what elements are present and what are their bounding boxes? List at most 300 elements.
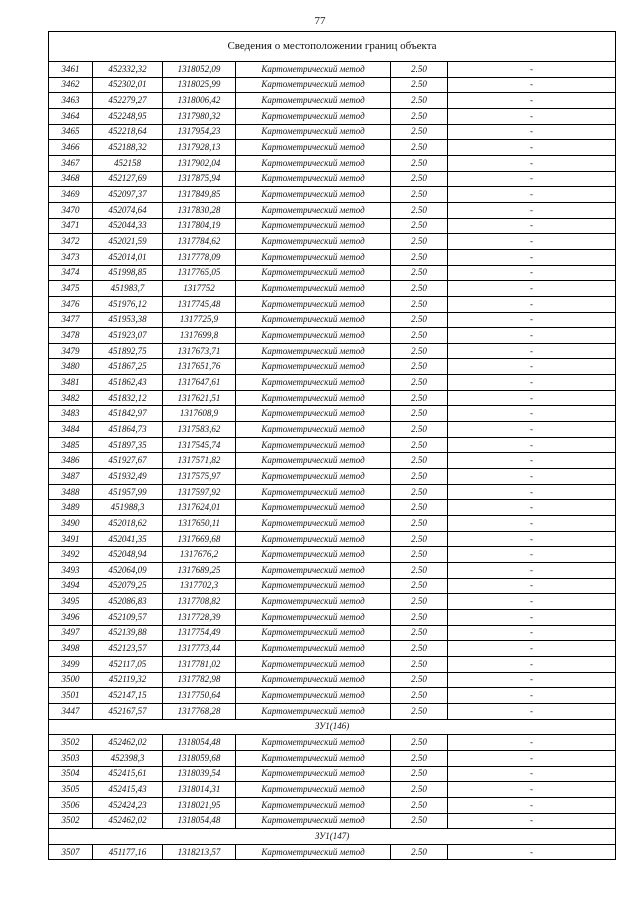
table-row <box>49 108 616 124</box>
accuracy-cell: 2.50 <box>391 750 448 766</box>
accuracy-cell: 2.50 <box>391 797 448 813</box>
table-row <box>49 531 616 547</box>
table-row <box>49 563 616 579</box>
point-number-cell: 3493 <box>49 563 93 579</box>
x-coordinate-cell: 452167,57 <box>93 703 163 719</box>
accuracy-cell: 2.50 <box>391 484 448 500</box>
table-row <box>49 547 616 563</box>
accuracy-cell: 2.50 <box>391 500 448 516</box>
section-label-row <box>49 829 616 845</box>
table-row <box>49 249 616 265</box>
y-coordinate-cell: 1318054,48 <box>163 735 236 751</box>
y-coordinate-cell: 1317768,28 <box>163 703 236 719</box>
description-cell: - <box>448 437 616 453</box>
accuracy-cell: 2.50 <box>391 187 448 203</box>
method-cell: Картометрический метод <box>236 406 391 422</box>
table-title: Сведения о местоположении границ объекта <box>49 32 616 62</box>
point-number-cell: 3474 <box>49 265 93 281</box>
method-cell: Картометрический метод <box>236 328 391 344</box>
accuracy-cell: 2.50 <box>391 578 448 594</box>
table-header-row <box>49 32 616 62</box>
table-row <box>49 735 616 751</box>
y-coordinate-cell: 1317781,02 <box>163 656 236 672</box>
method-cell: Картометрический метод <box>236 93 391 109</box>
table-row <box>49 578 616 594</box>
accuracy-cell: 2.50 <box>391 735 448 751</box>
y-coordinate-cell: 1318054,48 <box>163 813 236 829</box>
table-row <box>49 93 616 109</box>
method-cell: Картометрический метод <box>236 390 391 406</box>
method-cell: Картометрический метод <box>236 656 391 672</box>
accuracy-cell: 2.50 <box>391 782 448 798</box>
method-cell: Картометрический метод <box>236 782 391 798</box>
point-number-cell: 3465 <box>49 124 93 140</box>
point-number-cell: 3497 <box>49 625 93 641</box>
description-cell: - <box>448 108 616 124</box>
description-cell: - <box>448 359 616 375</box>
table-row <box>49 62 616 78</box>
method-cell: Картометрический метод <box>236 813 391 829</box>
description-cell: - <box>448 328 616 344</box>
point-number-cell: 3473 <box>49 249 93 265</box>
accuracy-cell: 2.50 <box>391 281 448 297</box>
method-cell: Картометрический метод <box>236 296 391 312</box>
description-cell: - <box>448 124 616 140</box>
description-cell: - <box>448 484 616 500</box>
method-cell: Картометрический метод <box>236 124 391 140</box>
description-cell: - <box>448 202 616 218</box>
description-cell: - <box>448 218 616 234</box>
accuracy-cell: 2.50 <box>391 296 448 312</box>
accuracy-cell: 2.50 <box>391 547 448 563</box>
description-cell: - <box>448 844 616 860</box>
y-coordinate-cell: 1317752 <box>163 281 236 297</box>
table-row <box>49 782 616 798</box>
description-cell: - <box>448 281 616 297</box>
description-cell: - <box>448 406 616 422</box>
accuracy-cell: 2.50 <box>391 422 448 438</box>
x-coordinate-cell: 452332,32 <box>93 62 163 78</box>
accuracy-cell: 2.50 <box>391 844 448 860</box>
accuracy-cell: 2.50 <box>391 703 448 719</box>
accuracy-cell: 2.50 <box>391 218 448 234</box>
y-coordinate-cell: 1317571,82 <box>163 453 236 469</box>
x-coordinate-cell: 452097,37 <box>93 187 163 203</box>
description-cell: - <box>448 641 616 657</box>
point-number-cell: 3467 <box>49 155 93 171</box>
x-coordinate-cell: 452302,01 <box>93 77 163 93</box>
description-cell: - <box>448 62 616 78</box>
x-coordinate-cell: 451842,97 <box>93 406 163 422</box>
description-cell: - <box>448 750 616 766</box>
method-cell: Картометрический метод <box>236 281 391 297</box>
description-cell: - <box>448 766 616 782</box>
y-coordinate-cell: 1317830,28 <box>163 202 236 218</box>
table-row <box>49 672 616 688</box>
x-coordinate-cell: 452021,59 <box>93 234 163 250</box>
description-cell: - <box>448 265 616 281</box>
description-cell: - <box>448 93 616 109</box>
point-number-cell: 3480 <box>49 359 93 375</box>
point-number-cell: 3478 <box>49 328 93 344</box>
y-coordinate-cell: 1318059,68 <box>163 750 236 766</box>
x-coordinate-cell: 452109,57 <box>93 609 163 625</box>
point-number-cell: 3500 <box>49 672 93 688</box>
description-cell: - <box>448 171 616 187</box>
point-number-cell: 3470 <box>49 202 93 218</box>
point-number-cell: 3505 <box>49 782 93 798</box>
point-number-cell: 3489 <box>49 500 93 516</box>
table-row <box>49 77 616 93</box>
point-number-cell: 3481 <box>49 375 93 391</box>
x-coordinate-cell: 451953,38 <box>93 312 163 328</box>
x-coordinate-cell: 452147,15 <box>93 688 163 704</box>
accuracy-cell: 2.50 <box>391 531 448 547</box>
x-coordinate-cell: 452044,33 <box>93 218 163 234</box>
method-cell: Картометрический метод <box>236 359 391 375</box>
method-cell: Картометрический метод <box>236 375 391 391</box>
y-coordinate-cell: 1317728,39 <box>163 609 236 625</box>
point-number-cell: 3498 <box>49 641 93 657</box>
point-number-cell: 3499 <box>49 656 93 672</box>
point-number-cell: 3487 <box>49 469 93 485</box>
y-coordinate-cell: 1318052,09 <box>163 62 236 78</box>
method-cell: Картометрический метод <box>236 171 391 187</box>
accuracy-cell: 2.50 <box>391 93 448 109</box>
table-row <box>49 609 616 625</box>
x-coordinate-cell: 451897,35 <box>93 437 163 453</box>
method-cell: Картометрический метод <box>236 453 391 469</box>
point-number-cell: 3502 <box>49 813 93 829</box>
page-number: 77 <box>314 15 326 27</box>
accuracy-cell: 2.50 <box>391 202 448 218</box>
accuracy-cell: 2.50 <box>391 813 448 829</box>
method-cell: Картометрический метод <box>236 77 391 93</box>
description-cell: - <box>448 594 616 610</box>
accuracy-cell: 2.50 <box>391 77 448 93</box>
y-coordinate-cell: 1317902,04 <box>163 155 236 171</box>
y-coordinate-cell: 1317689,25 <box>163 563 236 579</box>
description-cell: - <box>448 422 616 438</box>
point-number-cell: 3507 <box>49 844 93 860</box>
y-coordinate-cell: 1317545,74 <box>163 437 236 453</box>
description-cell: - <box>448 516 616 532</box>
accuracy-cell: 2.50 <box>391 124 448 140</box>
y-coordinate-cell: 1317745,48 <box>163 296 236 312</box>
table-row <box>49 359 616 375</box>
description-cell: - <box>448 672 616 688</box>
table-row <box>49 343 616 359</box>
x-coordinate-cell: 451923,07 <box>93 328 163 344</box>
table-row <box>49 453 616 469</box>
x-coordinate-cell: 452064,09 <box>93 563 163 579</box>
table-row <box>49 202 616 218</box>
accuracy-cell: 2.50 <box>391 625 448 641</box>
x-coordinate-cell: 451988,3 <box>93 500 163 516</box>
point-number-cell: 3504 <box>49 766 93 782</box>
y-coordinate-cell: 1317928,13 <box>163 140 236 156</box>
description-cell: - <box>448 563 616 579</box>
description-cell: - <box>448 375 616 391</box>
description-cell: - <box>448 688 616 704</box>
y-coordinate-cell: 1317699,8 <box>163 328 236 344</box>
table-row <box>49 813 616 829</box>
method-cell: Картометрический метод <box>236 343 391 359</box>
x-coordinate-cell: 452279,27 <box>93 93 163 109</box>
y-coordinate-cell: 1317750,64 <box>163 688 236 704</box>
description-cell: - <box>448 453 616 469</box>
x-coordinate-cell: 452119,32 <box>93 672 163 688</box>
y-coordinate-cell: 1318025,99 <box>163 77 236 93</box>
point-number-cell: 3468 <box>49 171 93 187</box>
description-cell: - <box>448 782 616 798</box>
description-cell: - <box>448 797 616 813</box>
method-cell: Картометрический метод <box>236 249 391 265</box>
table-row <box>49 500 616 516</box>
description-cell: - <box>448 296 616 312</box>
point-number-cell: 3486 <box>49 453 93 469</box>
accuracy-cell: 2.50 <box>391 328 448 344</box>
point-number-cell: 3469 <box>49 187 93 203</box>
description-cell: - <box>448 625 616 641</box>
method-cell: Картометрический метод <box>236 735 391 751</box>
x-coordinate-cell: 451976,12 <box>93 296 163 312</box>
table-row <box>49 484 616 500</box>
x-coordinate-cell: 452218,64 <box>93 124 163 140</box>
point-number-cell: 3471 <box>49 218 93 234</box>
method-cell: Картометрический метод <box>236 187 391 203</box>
method-cell: Картометрический метод <box>236 641 391 657</box>
table-row <box>49 234 616 250</box>
accuracy-cell: 2.50 <box>391 312 448 328</box>
y-coordinate-cell: 1317708,82 <box>163 594 236 610</box>
method-cell: Картометрический метод <box>236 234 391 250</box>
y-coordinate-cell: 1317608,9 <box>163 406 236 422</box>
x-coordinate-cell: 452079,25 <box>93 578 163 594</box>
description-cell: - <box>448 390 616 406</box>
x-coordinate-cell: 452127,69 <box>93 171 163 187</box>
table-body <box>49 62 616 860</box>
description-cell: - <box>448 77 616 93</box>
accuracy-cell: 2.50 <box>391 594 448 610</box>
description-cell: - <box>448 500 616 516</box>
point-number-cell: 3477 <box>49 312 93 328</box>
x-coordinate-cell: 452462,02 <box>93 813 163 829</box>
table-row <box>49 641 616 657</box>
point-number-cell: 3506 <box>49 797 93 813</box>
accuracy-cell: 2.50 <box>391 516 448 532</box>
method-cell: Картометрический метод <box>236 688 391 704</box>
table-row <box>49 469 616 485</box>
description-cell: - <box>448 234 616 250</box>
y-coordinate-cell: 1317804,19 <box>163 218 236 234</box>
x-coordinate-cell: 452018,62 <box>93 516 163 532</box>
method-cell: Картометрический метод <box>236 563 391 579</box>
y-coordinate-cell: 1317954,23 <box>163 124 236 140</box>
table-row <box>49 594 616 610</box>
point-number-cell: 3483 <box>49 406 93 422</box>
y-coordinate-cell: 1317651,76 <box>163 359 236 375</box>
method-cell: Картометрический метод <box>236 672 391 688</box>
point-number-cell: 3484 <box>49 422 93 438</box>
y-coordinate-cell: 1318213,57 <box>163 844 236 860</box>
table-row <box>49 844 616 860</box>
x-coordinate-cell: 452424,23 <box>93 797 163 813</box>
accuracy-cell: 2.50 <box>391 656 448 672</box>
accuracy-cell: 2.50 <box>391 390 448 406</box>
accuracy-cell: 2.50 <box>391 688 448 704</box>
method-cell: Картометрический метод <box>236 202 391 218</box>
x-coordinate-cell: 452123,57 <box>93 641 163 657</box>
point-number-cell: 3503 <box>49 750 93 766</box>
y-coordinate-cell: 1317575,97 <box>163 469 236 485</box>
method-cell: Картометрический метод <box>236 108 391 124</box>
description-cell: - <box>448 656 616 672</box>
description-cell: - <box>448 343 616 359</box>
table-row <box>49 703 616 719</box>
accuracy-cell: 2.50 <box>391 453 448 469</box>
accuracy-cell: 2.50 <box>391 359 448 375</box>
x-coordinate-cell: 452158 <box>93 155 163 171</box>
table-row <box>49 750 616 766</box>
accuracy-cell: 2.50 <box>391 641 448 657</box>
method-cell: Картометрический метод <box>236 155 391 171</box>
y-coordinate-cell: 1317778,09 <box>163 249 236 265</box>
table-row <box>49 281 616 297</box>
description-cell: - <box>448 609 616 625</box>
x-coordinate-cell: 452086,83 <box>93 594 163 610</box>
y-coordinate-cell: 1318006,42 <box>163 93 236 109</box>
point-number-cell: 3491 <box>49 531 93 547</box>
y-coordinate-cell: 1317702,3 <box>163 578 236 594</box>
table-row <box>49 422 616 438</box>
accuracy-cell: 2.50 <box>391 265 448 281</box>
method-cell: Картометрический метод <box>236 609 391 625</box>
x-coordinate-cell: 452117,05 <box>93 656 163 672</box>
table-row <box>49 766 616 782</box>
accuracy-cell: 2.50 <box>391 62 448 78</box>
accuracy-cell: 2.50 <box>391 375 448 391</box>
method-cell: Картометрический метод <box>236 265 391 281</box>
method-cell: Картометрический метод <box>236 218 391 234</box>
description-cell: - <box>448 312 616 328</box>
method-cell: Картометрический метод <box>236 766 391 782</box>
table-row <box>49 140 616 156</box>
method-cell: Картометрический метод <box>236 500 391 516</box>
table-row <box>49 375 616 391</box>
x-coordinate-cell: 452014,01 <box>93 249 163 265</box>
y-coordinate-cell: 1317676,2 <box>163 547 236 563</box>
description-cell: - <box>448 578 616 594</box>
table-row <box>49 155 616 171</box>
table-row <box>49 390 616 406</box>
description-cell: - <box>448 813 616 829</box>
point-number-cell: 3462 <box>49 77 93 93</box>
x-coordinate-cell: 452415,61 <box>93 766 163 782</box>
method-cell: Картометрический метод <box>236 62 391 78</box>
section-label-row <box>49 719 616 735</box>
point-number-cell: 3501 <box>49 688 93 704</box>
x-coordinate-cell: 452248,95 <box>93 108 163 124</box>
accuracy-cell: 2.50 <box>391 609 448 625</box>
table-row <box>49 516 616 532</box>
y-coordinate-cell: 1317597,92 <box>163 484 236 500</box>
method-cell: Картометрический метод <box>236 531 391 547</box>
point-number-cell: 3464 <box>49 108 93 124</box>
y-coordinate-cell: 1317669,68 <box>163 531 236 547</box>
accuracy-cell: 2.50 <box>391 155 448 171</box>
y-coordinate-cell: 1317875,94 <box>163 171 236 187</box>
x-coordinate-cell: 451832,12 <box>93 390 163 406</box>
point-number-cell: 3472 <box>49 234 93 250</box>
y-coordinate-cell: 1317782,98 <box>163 672 236 688</box>
accuracy-cell: 2.50 <box>391 343 448 359</box>
point-number-cell: 3463 <box>49 93 93 109</box>
method-cell: Картометрический метод <box>236 484 391 500</box>
x-coordinate-cell: 451932,49 <box>93 469 163 485</box>
x-coordinate-cell: 452041,35 <box>93 531 163 547</box>
point-number-cell: 3490 <box>49 516 93 532</box>
description-cell: - <box>448 155 616 171</box>
method-cell: Картометрический метод <box>236 703 391 719</box>
accuracy-cell: 2.50 <box>391 469 448 485</box>
boundary-table <box>48 31 616 860</box>
point-number-cell: 3494 <box>49 578 93 594</box>
x-coordinate-cell: 452074,64 <box>93 202 163 218</box>
y-coordinate-cell: 1317754,49 <box>163 625 236 641</box>
description-cell: - <box>448 735 616 751</box>
description-cell: - <box>448 249 616 265</box>
x-coordinate-cell: 452462,02 <box>93 735 163 751</box>
accuracy-cell: 2.50 <box>391 249 448 265</box>
y-coordinate-cell: 1317650,11 <box>163 516 236 532</box>
point-number-cell: 3485 <box>49 437 93 453</box>
y-coordinate-cell: 1318021,95 <box>163 797 236 813</box>
accuracy-cell: 2.50 <box>391 234 448 250</box>
point-number-cell: 3475 <box>49 281 93 297</box>
y-coordinate-cell: 1317765,05 <box>163 265 236 281</box>
section-label: ЗУ1(147) <box>49 829 616 845</box>
method-cell: Картометрический метод <box>236 547 391 563</box>
table-row <box>49 328 616 344</box>
table-row <box>49 187 616 203</box>
point-number-cell: 3496 <box>49 609 93 625</box>
method-cell: Картометрический метод <box>236 578 391 594</box>
table-row <box>49 171 616 187</box>
x-coordinate-cell: 451862,43 <box>93 375 163 391</box>
point-number-cell: 3476 <box>49 296 93 312</box>
y-coordinate-cell: 1318039,54 <box>163 766 236 782</box>
y-coordinate-cell: 1317725,9 <box>163 312 236 328</box>
y-coordinate-cell: 1317647,61 <box>163 375 236 391</box>
y-coordinate-cell: 1317583,62 <box>163 422 236 438</box>
y-coordinate-cell: 1317673,71 <box>163 343 236 359</box>
x-coordinate-cell: 451892,75 <box>93 343 163 359</box>
accuracy-cell: 2.50 <box>391 108 448 124</box>
table-row <box>49 296 616 312</box>
accuracy-cell: 2.50 <box>391 672 448 688</box>
table-row <box>49 656 616 672</box>
y-coordinate-cell: 1317784,62 <box>163 234 236 250</box>
y-coordinate-cell: 1318014,31 <box>163 782 236 798</box>
x-coordinate-cell: 451957,99 <box>93 484 163 500</box>
table-row <box>49 437 616 453</box>
description-cell: - <box>448 703 616 719</box>
x-coordinate-cell: 452139,88 <box>93 625 163 641</box>
method-cell: Картометрический метод <box>236 844 391 860</box>
x-coordinate-cell: 451927,67 <box>93 453 163 469</box>
table-row <box>49 406 616 422</box>
